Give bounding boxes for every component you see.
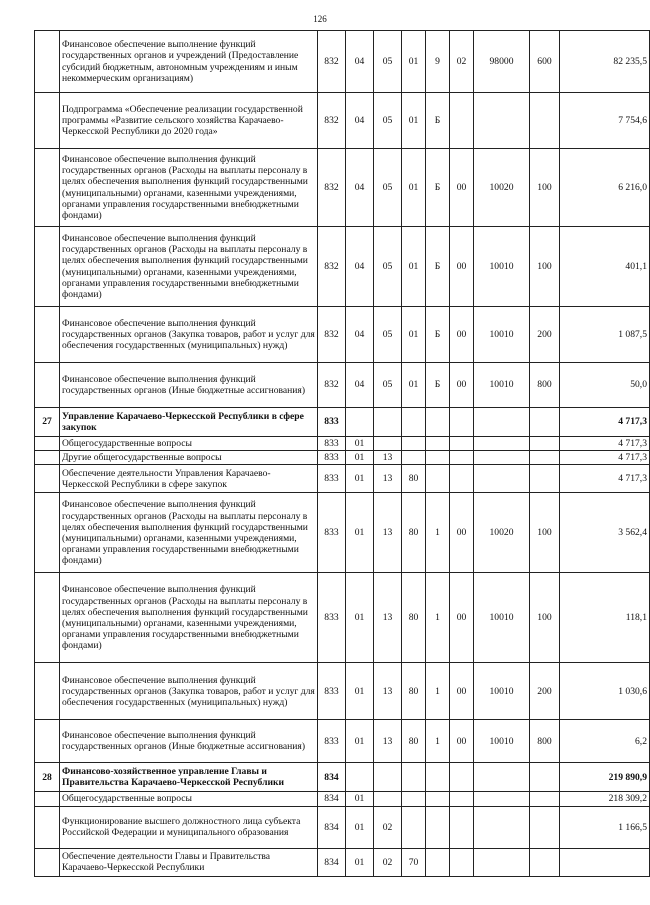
table-row	[35, 363, 650, 408]
row-number-cell	[35, 792, 60, 806]
table-row	[35, 806, 650, 848]
code-pr-cell: 05	[374, 363, 402, 408]
code-p3-cell: 00	[450, 227, 474, 307]
row-number-cell	[35, 93, 60, 149]
row-number-cell	[35, 573, 60, 663]
code-rz-cell: 01	[346, 806, 374, 848]
code-p1-cell	[402, 806, 426, 848]
expense-name-cell: Финансовое обеспечение выполнения функций государственных органов (Расходы на выплаты персоналу в целях обеспечения выполнения функций государственными (муниципальными) органами, казенными учреждениями, органами управления государственными внебюджетными фондами)	[60, 227, 318, 307]
code-rz-cell	[346, 408, 374, 437]
code-vr-cell: 200	[530, 663, 560, 720]
table-row	[35, 792, 650, 806]
code-p3-cell	[450, 806, 474, 848]
code-pr-cell	[374, 408, 402, 437]
code-p4-cell: 10010	[474, 227, 530, 307]
code-p4-cell	[474, 437, 530, 451]
expense-name-cell: Финансовое обеспечение выполнения функций государственных органов (Расходы на выплаты персоналу в целях обеспечения выполнения функций государственными (муниципальными) органами, казенными учреждениями, органами управления государственными внебюджетными фондами)	[60, 573, 318, 663]
table-row	[35, 763, 650, 792]
code-vr-cell	[530, 792, 560, 806]
code-p2-cell	[426, 763, 450, 792]
table-row	[35, 227, 650, 307]
code-vr-cell: 800	[530, 363, 560, 408]
amount-cell	[560, 848, 650, 876]
code-rz-cell: 01	[346, 720, 374, 763]
code-rz-cell: 01	[346, 663, 374, 720]
code-p4-cell	[474, 93, 530, 149]
code-p1-cell: 80	[402, 720, 426, 763]
code-p2-cell: Б	[426, 227, 450, 307]
code-p2-cell: Б	[426, 307, 450, 363]
code-p3-cell	[450, 408, 474, 437]
code-gr-cell: 832	[318, 307, 346, 363]
code-p1-cell: 01	[402, 31, 426, 93]
code-p2-cell: 1	[426, 493, 450, 573]
code-p4-cell	[474, 465, 530, 493]
expense-name-cell: Другие общегосударственные вопросы	[60, 451, 318, 465]
table-row	[35, 720, 650, 763]
code-pr-cell	[374, 437, 402, 451]
code-rz-cell: 04	[346, 363, 374, 408]
amount-cell: 219 890,9	[560, 763, 650, 792]
code-pr-cell: 02	[374, 848, 402, 876]
code-p2-cell	[426, 465, 450, 493]
expense-name-cell: Финансовое обеспечение выполнения функций государственных органов (Закупка товаров, работ и услуг для обеспечения государственных (муниципальных) нужд)	[60, 307, 318, 363]
row-number-cell	[35, 806, 60, 848]
code-vr-cell: 100	[530, 227, 560, 307]
code-p3-cell: 00	[450, 149, 474, 227]
code-p4-cell	[474, 763, 530, 792]
code-p2-cell	[426, 437, 450, 451]
code-p2-cell: Б	[426, 93, 450, 149]
code-p1-cell	[402, 451, 426, 465]
code-pr-cell: 13	[374, 451, 402, 465]
code-gr-cell: 832	[318, 149, 346, 227]
table-row	[35, 663, 650, 720]
code-p1-cell: 70	[402, 848, 426, 876]
code-rz-cell: 01	[346, 573, 374, 663]
expense-name-cell: Подпрограмма «Обеспечение реализации государственной программы «Развитие сельского хозяйства Карачаево-Черкесской Республики до 2020 года»	[60, 93, 318, 149]
code-p3-cell: 02	[450, 31, 474, 93]
code-p1-cell: 01	[402, 307, 426, 363]
code-vr-cell: 800	[530, 720, 560, 763]
code-p2-cell: 1	[426, 663, 450, 720]
expense-name-cell: Финансовое обеспечение выполнения функций государственных органов (Расходы на выплаты персоналу в целях обеспечения выполнения функций государственными (муниципальными) органами, казенными учреждениями, органами управления государственными внебюджетными фондами)	[60, 493, 318, 573]
code-p3-cell	[450, 451, 474, 465]
table-row	[35, 437, 650, 451]
code-gr-cell: 834	[318, 848, 346, 876]
code-p4-cell: 10010	[474, 720, 530, 763]
code-gr-cell: 833	[318, 493, 346, 573]
row-number-cell: 27	[35, 408, 60, 437]
budget-table	[34, 30, 650, 877]
expense-name-cell: Финансово-хозяйственное управление Главы и Правительства Карачаево-Черкесской Республики	[60, 763, 318, 792]
code-rz-cell: 01	[346, 848, 374, 876]
code-p1-cell	[402, 792, 426, 806]
expense-name-cell: Общегосударственные вопросы	[60, 437, 318, 451]
table-row	[35, 451, 650, 465]
code-pr-cell	[374, 792, 402, 806]
amount-cell: 4 717,3	[560, 408, 650, 437]
row-number-cell	[35, 451, 60, 465]
code-p1-cell: 01	[402, 227, 426, 307]
table-row	[35, 31, 650, 93]
expense-name-cell: Финансовое обеспечение выполнения функций государственных органов (Закупка товаров, работ и услуг для обеспечения государственных (муниципальных) нужд)	[60, 663, 318, 720]
code-p1-cell: 80	[402, 465, 426, 493]
table-row	[35, 149, 650, 227]
code-p3-cell: 00	[450, 663, 474, 720]
code-rz-cell: 01	[346, 451, 374, 465]
code-p3-cell: 00	[450, 720, 474, 763]
code-p3-cell: 00	[450, 573, 474, 663]
row-number-cell	[35, 465, 60, 493]
code-rz-cell: 04	[346, 93, 374, 149]
code-p2-cell	[426, 848, 450, 876]
code-p1-cell	[402, 763, 426, 792]
code-pr-cell: 05	[374, 31, 402, 93]
code-p4-cell	[474, 408, 530, 437]
code-gr-cell: 833	[318, 408, 346, 437]
code-rz-cell: 01	[346, 792, 374, 806]
expense-name-cell: Финансовое обеспечение выполнение функций государственных органов и учреждений (Предоставление субсидий бюджетным, автономным учреждениям и иным некоммерческим организациям)	[60, 31, 318, 93]
code-p4-cell	[474, 792, 530, 806]
code-p2-cell: Б	[426, 363, 450, 408]
code-p2-cell: 9	[426, 31, 450, 93]
amount-cell: 4 717,3	[560, 437, 650, 451]
table-row	[35, 408, 650, 437]
code-p3-cell	[450, 763, 474, 792]
code-p4-cell: 98000	[474, 31, 530, 93]
code-vr-cell	[530, 848, 560, 876]
code-p4-cell: 10020	[474, 493, 530, 573]
code-gr-cell: 833	[318, 663, 346, 720]
code-p3-cell	[450, 792, 474, 806]
row-number-cell	[35, 227, 60, 307]
code-gr-cell: 834	[318, 792, 346, 806]
code-vr-cell: 200	[530, 307, 560, 363]
expense-name-cell: Финансовое обеспечение выполнения функций государственных органов (Иные бюджетные ассигнования)	[60, 720, 318, 763]
code-vr-cell	[530, 93, 560, 149]
code-p1-cell	[402, 437, 426, 451]
code-p2-cell	[426, 806, 450, 848]
code-gr-cell: 832	[318, 93, 346, 149]
table-row	[35, 848, 650, 876]
amount-cell: 218 309,2	[560, 792, 650, 806]
code-vr-cell	[530, 451, 560, 465]
row-number-cell	[35, 307, 60, 363]
code-p3-cell: 00	[450, 363, 474, 408]
code-rz-cell: 01	[346, 465, 374, 493]
code-vr-cell: 100	[530, 573, 560, 663]
code-vr-cell	[530, 408, 560, 437]
code-gr-cell: 833	[318, 465, 346, 493]
code-pr-cell	[374, 763, 402, 792]
table-row	[35, 307, 650, 363]
code-p4-cell	[474, 848, 530, 876]
code-pr-cell: 05	[374, 227, 402, 307]
expense-name-cell: Финансовое обеспечение выполнения функций государственных органов (Расходы на выплаты персоналу в целях обеспечения выполнения функций государственными (муниципальными) органами, казенными учреждениями, органами управления государственными внебюджетными фондами)	[60, 149, 318, 227]
code-gr-cell: 833	[318, 451, 346, 465]
code-rz-cell	[346, 763, 374, 792]
code-p4-cell: 10010	[474, 663, 530, 720]
amount-cell: 3 562,4	[560, 493, 650, 573]
row-number-cell	[35, 437, 60, 451]
code-rz-cell: 01	[346, 493, 374, 573]
code-pr-cell: 13	[374, 663, 402, 720]
code-p2-cell	[426, 408, 450, 437]
amount-cell: 4 717,3	[560, 451, 650, 465]
table-row	[35, 493, 650, 573]
amount-cell: 118,1	[560, 573, 650, 663]
code-vr-cell: 100	[530, 149, 560, 227]
code-p3-cell	[450, 848, 474, 876]
code-p3-cell	[450, 93, 474, 149]
expense-name-cell: Общегосударственные вопросы	[60, 792, 318, 806]
row-number-cell	[35, 149, 60, 227]
code-vr-cell	[530, 806, 560, 848]
code-p1-cell: 80	[402, 493, 426, 573]
row-number-cell	[35, 31, 60, 93]
code-p4-cell: 10020	[474, 149, 530, 227]
code-rz-cell: 04	[346, 307, 374, 363]
expense-name-cell: Обеспечение деятельности Управления Карачаево-Черкесской Республики в сфере закупок	[60, 465, 318, 493]
code-gr-cell: 833	[318, 720, 346, 763]
page-number: 126	[313, 14, 327, 24]
expense-name-cell: Управление Карачаево-Черкесской Республики в сфере закупок	[60, 408, 318, 437]
code-p3-cell: 00	[450, 493, 474, 573]
code-p2-cell	[426, 451, 450, 465]
expense-name-cell: Функционирование высшего должностного лица субъекта Российской Федерации и муниципального образования	[60, 806, 318, 848]
code-p1-cell	[402, 408, 426, 437]
code-pr-cell: 13	[374, 465, 402, 493]
table-row	[35, 93, 650, 149]
code-gr-cell: 834	[318, 763, 346, 792]
code-p1-cell: 01	[402, 149, 426, 227]
row-number-cell	[35, 493, 60, 573]
amount-cell: 401,1	[560, 227, 650, 307]
code-gr-cell: 832	[318, 227, 346, 307]
amount-cell: 1 087,5	[560, 307, 650, 363]
code-p2-cell: 1	[426, 720, 450, 763]
code-pr-cell: 05	[374, 149, 402, 227]
code-p4-cell: 10010	[474, 307, 530, 363]
code-pr-cell: 13	[374, 493, 402, 573]
code-p2-cell: 1	[426, 573, 450, 663]
code-p1-cell: 80	[402, 573, 426, 663]
code-gr-cell: 833	[318, 573, 346, 663]
amount-cell: 1 030,6	[560, 663, 650, 720]
code-p3-cell: 00	[450, 307, 474, 363]
row-number-cell	[35, 663, 60, 720]
code-p3-cell	[450, 465, 474, 493]
code-pr-cell: 05	[374, 93, 402, 149]
row-number-cell	[35, 848, 60, 876]
code-p4-cell	[474, 451, 530, 465]
code-vr-cell: 100	[530, 493, 560, 573]
code-p4-cell: 10010	[474, 363, 530, 408]
code-rz-cell: 04	[346, 227, 374, 307]
amount-cell: 6,2	[560, 720, 650, 763]
code-p1-cell: 80	[402, 663, 426, 720]
code-pr-cell: 05	[374, 307, 402, 363]
code-rz-cell: 04	[346, 31, 374, 93]
amount-cell: 6 216,0	[560, 149, 650, 227]
amount-cell: 1 166,5	[560, 806, 650, 848]
amount-cell: 50,0	[560, 363, 650, 408]
row-number-cell	[35, 363, 60, 408]
code-p3-cell	[450, 437, 474, 451]
table-row	[35, 465, 650, 493]
code-rz-cell: 01	[346, 437, 374, 451]
expense-name-cell: Финансовое обеспечение выполнения функций государственных органов (Иные бюджетные ассигнования)	[60, 363, 318, 408]
code-pr-cell: 13	[374, 720, 402, 763]
code-pr-cell: 02	[374, 806, 402, 848]
code-gr-cell: 832	[318, 31, 346, 93]
code-p1-cell: 01	[402, 93, 426, 149]
code-p1-cell: 01	[402, 363, 426, 408]
code-p2-cell	[426, 792, 450, 806]
row-number-cell: 28	[35, 763, 60, 792]
row-number-cell	[35, 720, 60, 763]
code-pr-cell: 13	[374, 573, 402, 663]
code-gr-cell: 833	[318, 437, 346, 451]
table-row	[35, 573, 650, 663]
code-vr-cell: 600	[530, 31, 560, 93]
code-vr-cell	[530, 763, 560, 792]
code-vr-cell	[530, 465, 560, 493]
code-gr-cell: 832	[318, 363, 346, 408]
code-p4-cell	[474, 806, 530, 848]
code-vr-cell	[530, 437, 560, 451]
amount-cell: 4 717,3	[560, 465, 650, 493]
code-rz-cell: 04	[346, 149, 374, 227]
amount-cell: 82 235,5	[560, 31, 650, 93]
expense-name-cell: Обеспечение деятельности Главы и Правительства Карачаево-Черкесской Республики	[60, 848, 318, 876]
code-p4-cell: 10010	[474, 573, 530, 663]
amount-cell: 7 754,6	[560, 93, 650, 149]
code-p2-cell: Б	[426, 149, 450, 227]
code-gr-cell: 834	[318, 806, 346, 848]
